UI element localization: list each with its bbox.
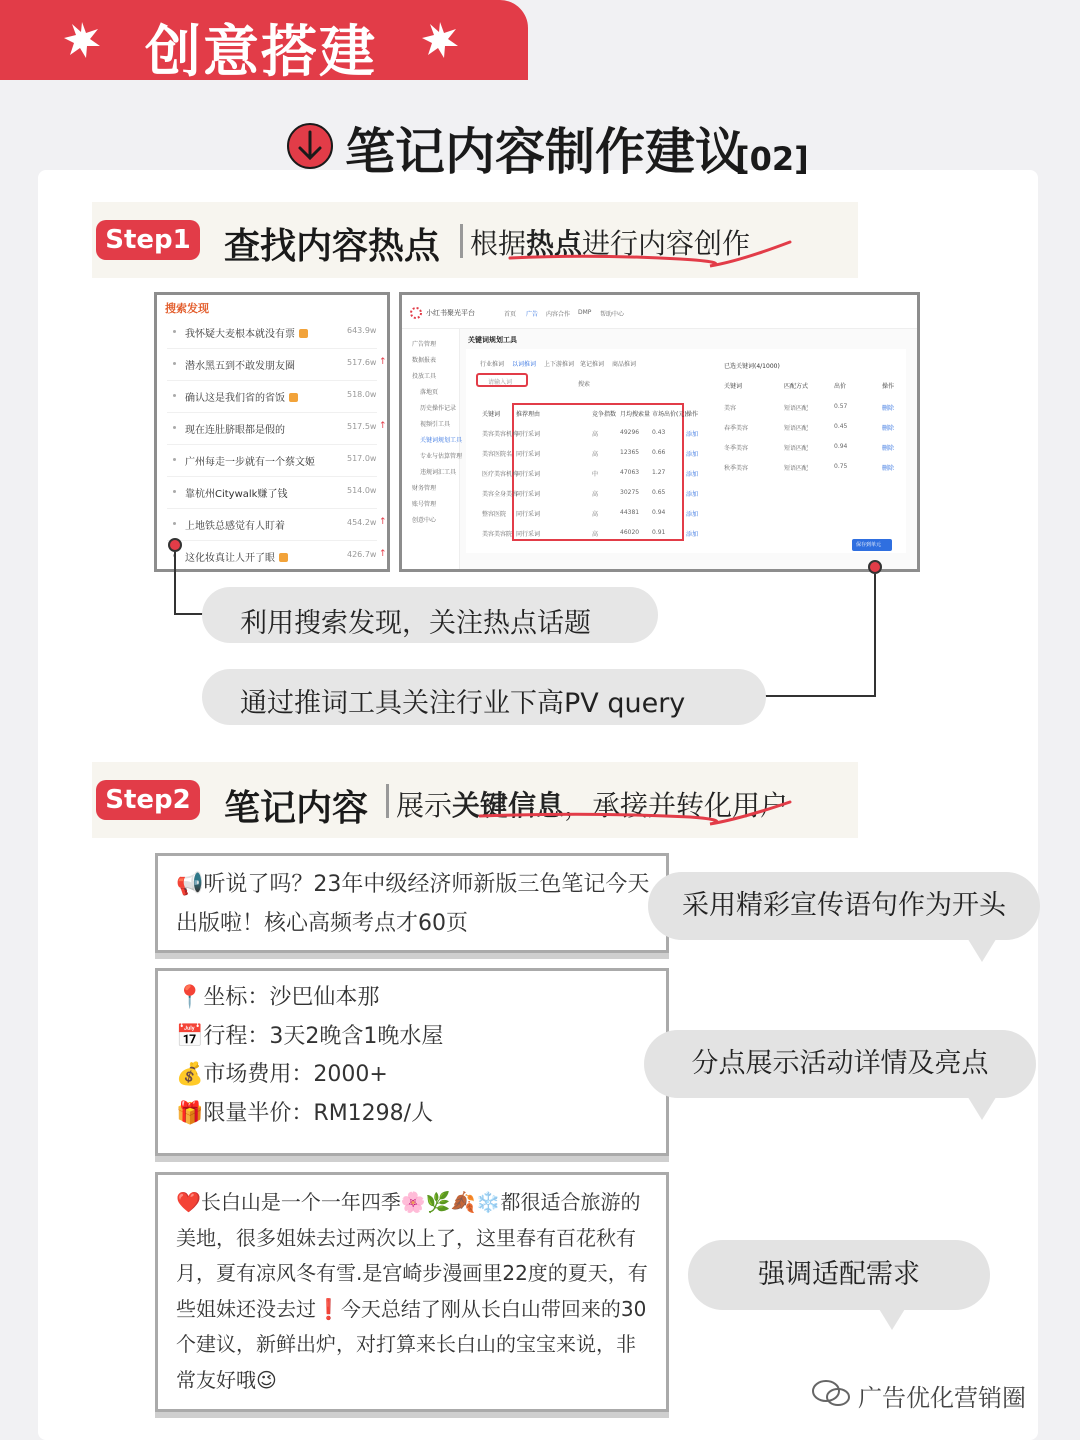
table-cell: 美容医院名: [482, 451, 513, 458]
sidebar-item-active[interactable]: 关键词规划工具: [420, 437, 463, 444]
table-cell: 美容美容院: [482, 531, 513, 538]
list-item: 靠杭州Citywalk赚了钱 514.0w: [167, 477, 377, 509]
note-line: 📍坐标：沙巴仙本那: [176, 985, 380, 1010]
connector-dot: [868, 560, 882, 574]
table-cell: 0.66: [652, 449, 666, 456]
starburst-icon: [420, 20, 460, 60]
table-cell: 0.94: [652, 509, 666, 516]
table-cell: 0.57: [834, 403, 848, 410]
arrow-up-icon: ↑: [379, 421, 387, 431]
table-cell: 同行采词: [516, 471, 541, 478]
note-text: 📢听说了吗？23年中级经济师新版三色笔记今天出版啦！核心高频考点才60页: [176, 872, 650, 936]
column-header: 推荐理由: [516, 411, 541, 418]
nav-dmp[interactable]: DMP: [578, 309, 592, 316]
list-item: 上地铁总感觉有人盯着 454.2w ↑: [167, 509, 377, 541]
hot-tag-icon: [279, 553, 288, 562]
note-text: ❤️长白山是一个一年四季🌸🌿🍂❄️都很适合旅游的美地，很多姐妹去过两次以上了，这里春有百花秋有月，夏有凉风冬有雪.是宫崎步漫画里22度的夏天，有些姐妹还没去过❗今天总结了刚从长白山带回来的30个建议，新鲜出炉，对打算来长白山的宝宝来说，非常友好哦😉: [176, 1190, 648, 1392]
arrow-up-icon: ↑: [379, 517, 387, 527]
sidebar-item[interactable]: 创意中心: [412, 517, 437, 524]
add-keyword-link[interactable]: 添加: [686, 471, 699, 478]
callout-search: 利用搜索发现，关注热点话题: [202, 587, 658, 643]
table-cell: 美容全身美容: [482, 491, 519, 498]
table-cell: 同行采词: [516, 451, 541, 458]
handdrawn-underline: [470, 236, 800, 276]
table-cell: 短语匹配: [784, 465, 809, 472]
sidebar-item[interactable]: 财务管理: [412, 485, 437, 492]
column-header: 月均搜索量: [620, 411, 651, 418]
tab-product[interactable]: 商品推词: [612, 361, 637, 368]
table-cell: 1.27: [652, 469, 666, 476]
starburst-icon: [62, 20, 102, 60]
tab-note[interactable]: 笔记推词: [580, 361, 605, 368]
sidebar-item[interactable]: 数据报表: [412, 357, 437, 364]
connector-line: [874, 574, 876, 696]
sidebar-item[interactable]: 落地页: [420, 389, 439, 396]
tab-industry[interactable]: 行业推词: [480, 361, 505, 368]
arrow-up-icon: ↑: [379, 357, 387, 367]
page-number: [02]: [735, 140, 809, 178]
table-cell: 0.91: [652, 529, 666, 536]
column-header: 匹配方式: [784, 383, 809, 390]
table-cell: 0.65: [652, 489, 666, 496]
handdrawn-underline: [470, 796, 800, 836]
table-cell: 同行采词: [516, 531, 541, 538]
table-cell: 30275: [620, 489, 640, 496]
page-title: 笔记内容制作建议: [345, 123, 745, 181]
table-cell: 秋季美容: [724, 465, 749, 472]
list-item: 潜水黑五到不敢发朋友圈 517.6w ↑: [167, 349, 377, 381]
step2-separator: [386, 784, 389, 818]
connector-line: [750, 695, 876, 697]
table-cell: 44381: [620, 509, 640, 516]
sidebar-item[interactable]: 广告管理: [412, 341, 437, 348]
add-keyword-link[interactable]: 添加: [686, 511, 699, 518]
list-item: 这化妆真让人开了眼 426.7w ↑: [167, 541, 377, 572]
sidebar-item[interactable]: 专业与估算管理: [420, 453, 463, 460]
step2-subtitle: 展示关键信息，承接并转化用户: [396, 789, 789, 822]
table-cell: 0.45: [834, 423, 848, 430]
brand-logo-icon: [410, 307, 422, 319]
table-cell: 0.43: [652, 429, 666, 436]
arrow-down-circle-icon: [286, 122, 334, 170]
note-example-3: [155, 1172, 669, 1412]
column-header: 出价: [834, 383, 847, 390]
table-cell: 医疗美容机构: [482, 471, 519, 478]
tab-updown[interactable]: 上下游推词: [544, 361, 575, 368]
table-cell: 0.94: [834, 443, 848, 450]
note-line: 📅行程：3天2晚含1晚水屋: [176, 1023, 444, 1049]
table-cell: 12365: [620, 449, 640, 456]
delete-keyword-link[interactable]: 删除: [882, 445, 895, 452]
table-cell: 0.75: [834, 463, 848, 470]
banner-title: 创意搭建: [145, 20, 377, 85]
step2-badge: Step2: [96, 780, 200, 820]
wechat-icon: [810, 1378, 852, 1408]
table-cell: 春季美容: [724, 425, 749, 432]
table-cell: 冬季美容: [724, 445, 749, 452]
table-cell: 高: [592, 511, 599, 518]
tool-brand: 小红书聚光平台: [426, 309, 475, 317]
add-keyword-link[interactable]: 添加: [686, 451, 699, 458]
column-header: 关键词: [482, 411, 501, 418]
table-cell: 同行采词: [516, 431, 541, 438]
callout-tool: 通过推词工具关注行业下高PV query: [202, 669, 766, 725]
connector-dot: [168, 538, 182, 552]
megaphone-icon: 📢: [176, 872, 204, 897]
bubble-note3: 强调适配需求: [688, 1240, 990, 1310]
tool-page-title: 关键词规划工具: [468, 336, 517, 344]
bubble-tail: [876, 1304, 908, 1330]
step2-heading: 笔记内容: [224, 788, 369, 829]
table-cell: 高: [592, 431, 599, 438]
column-header: 操作: [882, 383, 895, 390]
bubble-note2: 分点展示活动详情及亮点: [644, 1030, 1036, 1098]
sidebar-item[interactable]: 投放工具: [412, 373, 437, 380]
step1-badge: Step1: [96, 220, 200, 260]
table-cell: 同行采词: [516, 491, 541, 498]
nav-help[interactable]: 帮助中心: [600, 311, 625, 318]
note-example-2: [155, 968, 669, 1156]
tab-word[interactable]: 以词推词: [512, 361, 537, 368]
arrow-up-icon: ↑: [379, 549, 387, 559]
sidebar-item[interactable]: 账号管理: [412, 501, 437, 508]
table-cell: 短语匹配: [784, 445, 809, 452]
table-cell: 46020: [620, 529, 640, 536]
nav-home[interactable]: 首页: [504, 311, 517, 318]
table-cell: 高: [592, 531, 599, 538]
note-line: 🎁限量半价：RM1298/人: [176, 1100, 434, 1126]
delete-keyword-link[interactable]: 删除: [882, 465, 895, 472]
hot-tag-icon: [289, 393, 298, 402]
list-item: 现在连肚脐眼都是假的 517.5w ↑: [167, 413, 377, 445]
delete-keyword-link[interactable]: 删除: [882, 425, 895, 432]
step1-heading: 查找内容热点: [224, 226, 441, 267]
table-cell: 短语匹配: [784, 425, 809, 432]
bubble-tail: [966, 936, 998, 962]
sidebar-item[interactable]: 历史操作记录: [420, 405, 457, 412]
search-button[interactable]: 搜索: [578, 381, 591, 388]
sidebar-item[interactable]: 违规词汇工具: [420, 469, 457, 476]
note-line: 💰市场费用：2000+: [176, 1062, 388, 1087]
save-to-unit-button[interactable]: 保存到单元: [852, 539, 892, 551]
table-cell: 中: [592, 471, 599, 478]
table-cell: 美容: [724, 405, 737, 412]
search-discovery-title: 搜索发现: [165, 302, 209, 315]
note-example-1: [155, 853, 669, 953]
connector-line: [174, 552, 176, 614]
column-header: 市场出价(元): [652, 411, 687, 418]
search-input-highlight[interactable]: 请输入词: [476, 373, 528, 387]
table-cell: 高: [592, 491, 599, 498]
pin-icon: 📍: [176, 985, 204, 1010]
table-cell: 47063: [620, 469, 640, 476]
list-item: 确认这是我们省的省饭 518.0w: [167, 381, 377, 413]
calendar-icon: 📅: [176, 1023, 204, 1049]
table-cell: 同行采词: [516, 511, 541, 518]
column-header: 关键词: [724, 383, 743, 390]
add-keyword-link[interactable]: 添加: [686, 491, 699, 498]
column-header: 竞争指数: [592, 411, 617, 418]
step1-separator: [460, 224, 463, 258]
table-cell: 短语匹配: [784, 405, 809, 412]
list-item: 我怀疑大麦根本就没有票 643.9w: [167, 317, 377, 349]
delete-keyword-link[interactable]: 删除: [882, 405, 895, 412]
hot-tag-icon: [299, 329, 308, 338]
table-cell: 高: [592, 451, 599, 458]
nav-content[interactable]: 内容合作: [546, 311, 571, 318]
bubble-tail: [966, 1094, 998, 1120]
sidebar-item[interactable]: 视频引工具: [420, 421, 451, 428]
tool-topbar: [402, 295, 917, 329]
nav-ads[interactable]: 广告: [526, 311, 539, 318]
table-cell: 整容医院: [482, 511, 507, 518]
list-item: 广州每走一步就有一个蔡文姬 517.0w: [167, 445, 377, 477]
money-bag-icon: 💰: [176, 1062, 204, 1087]
watermark-text: 广告优化营销圈: [858, 1384, 1026, 1412]
search-discovery-screenshot: [154, 292, 390, 572]
keyword-tool-screenshot: [399, 292, 920, 572]
add-keyword-link[interactable]: 添加: [686, 531, 699, 538]
table-cell: 49296: [620, 429, 640, 436]
column-header: 操作: [686, 411, 699, 418]
table-cell: 美容美容机构: [482, 431, 519, 438]
selected-title: 已选关键词(4/1000): [724, 363, 780, 370]
bubble-note1: 采用精彩宣传语句作为开头: [648, 872, 1040, 940]
gift-icon: 🎁: [176, 1100, 204, 1126]
step1-subtitle: 根据热点进行内容创作: [470, 227, 751, 260]
add-keyword-link[interactable]: 添加: [686, 431, 699, 438]
